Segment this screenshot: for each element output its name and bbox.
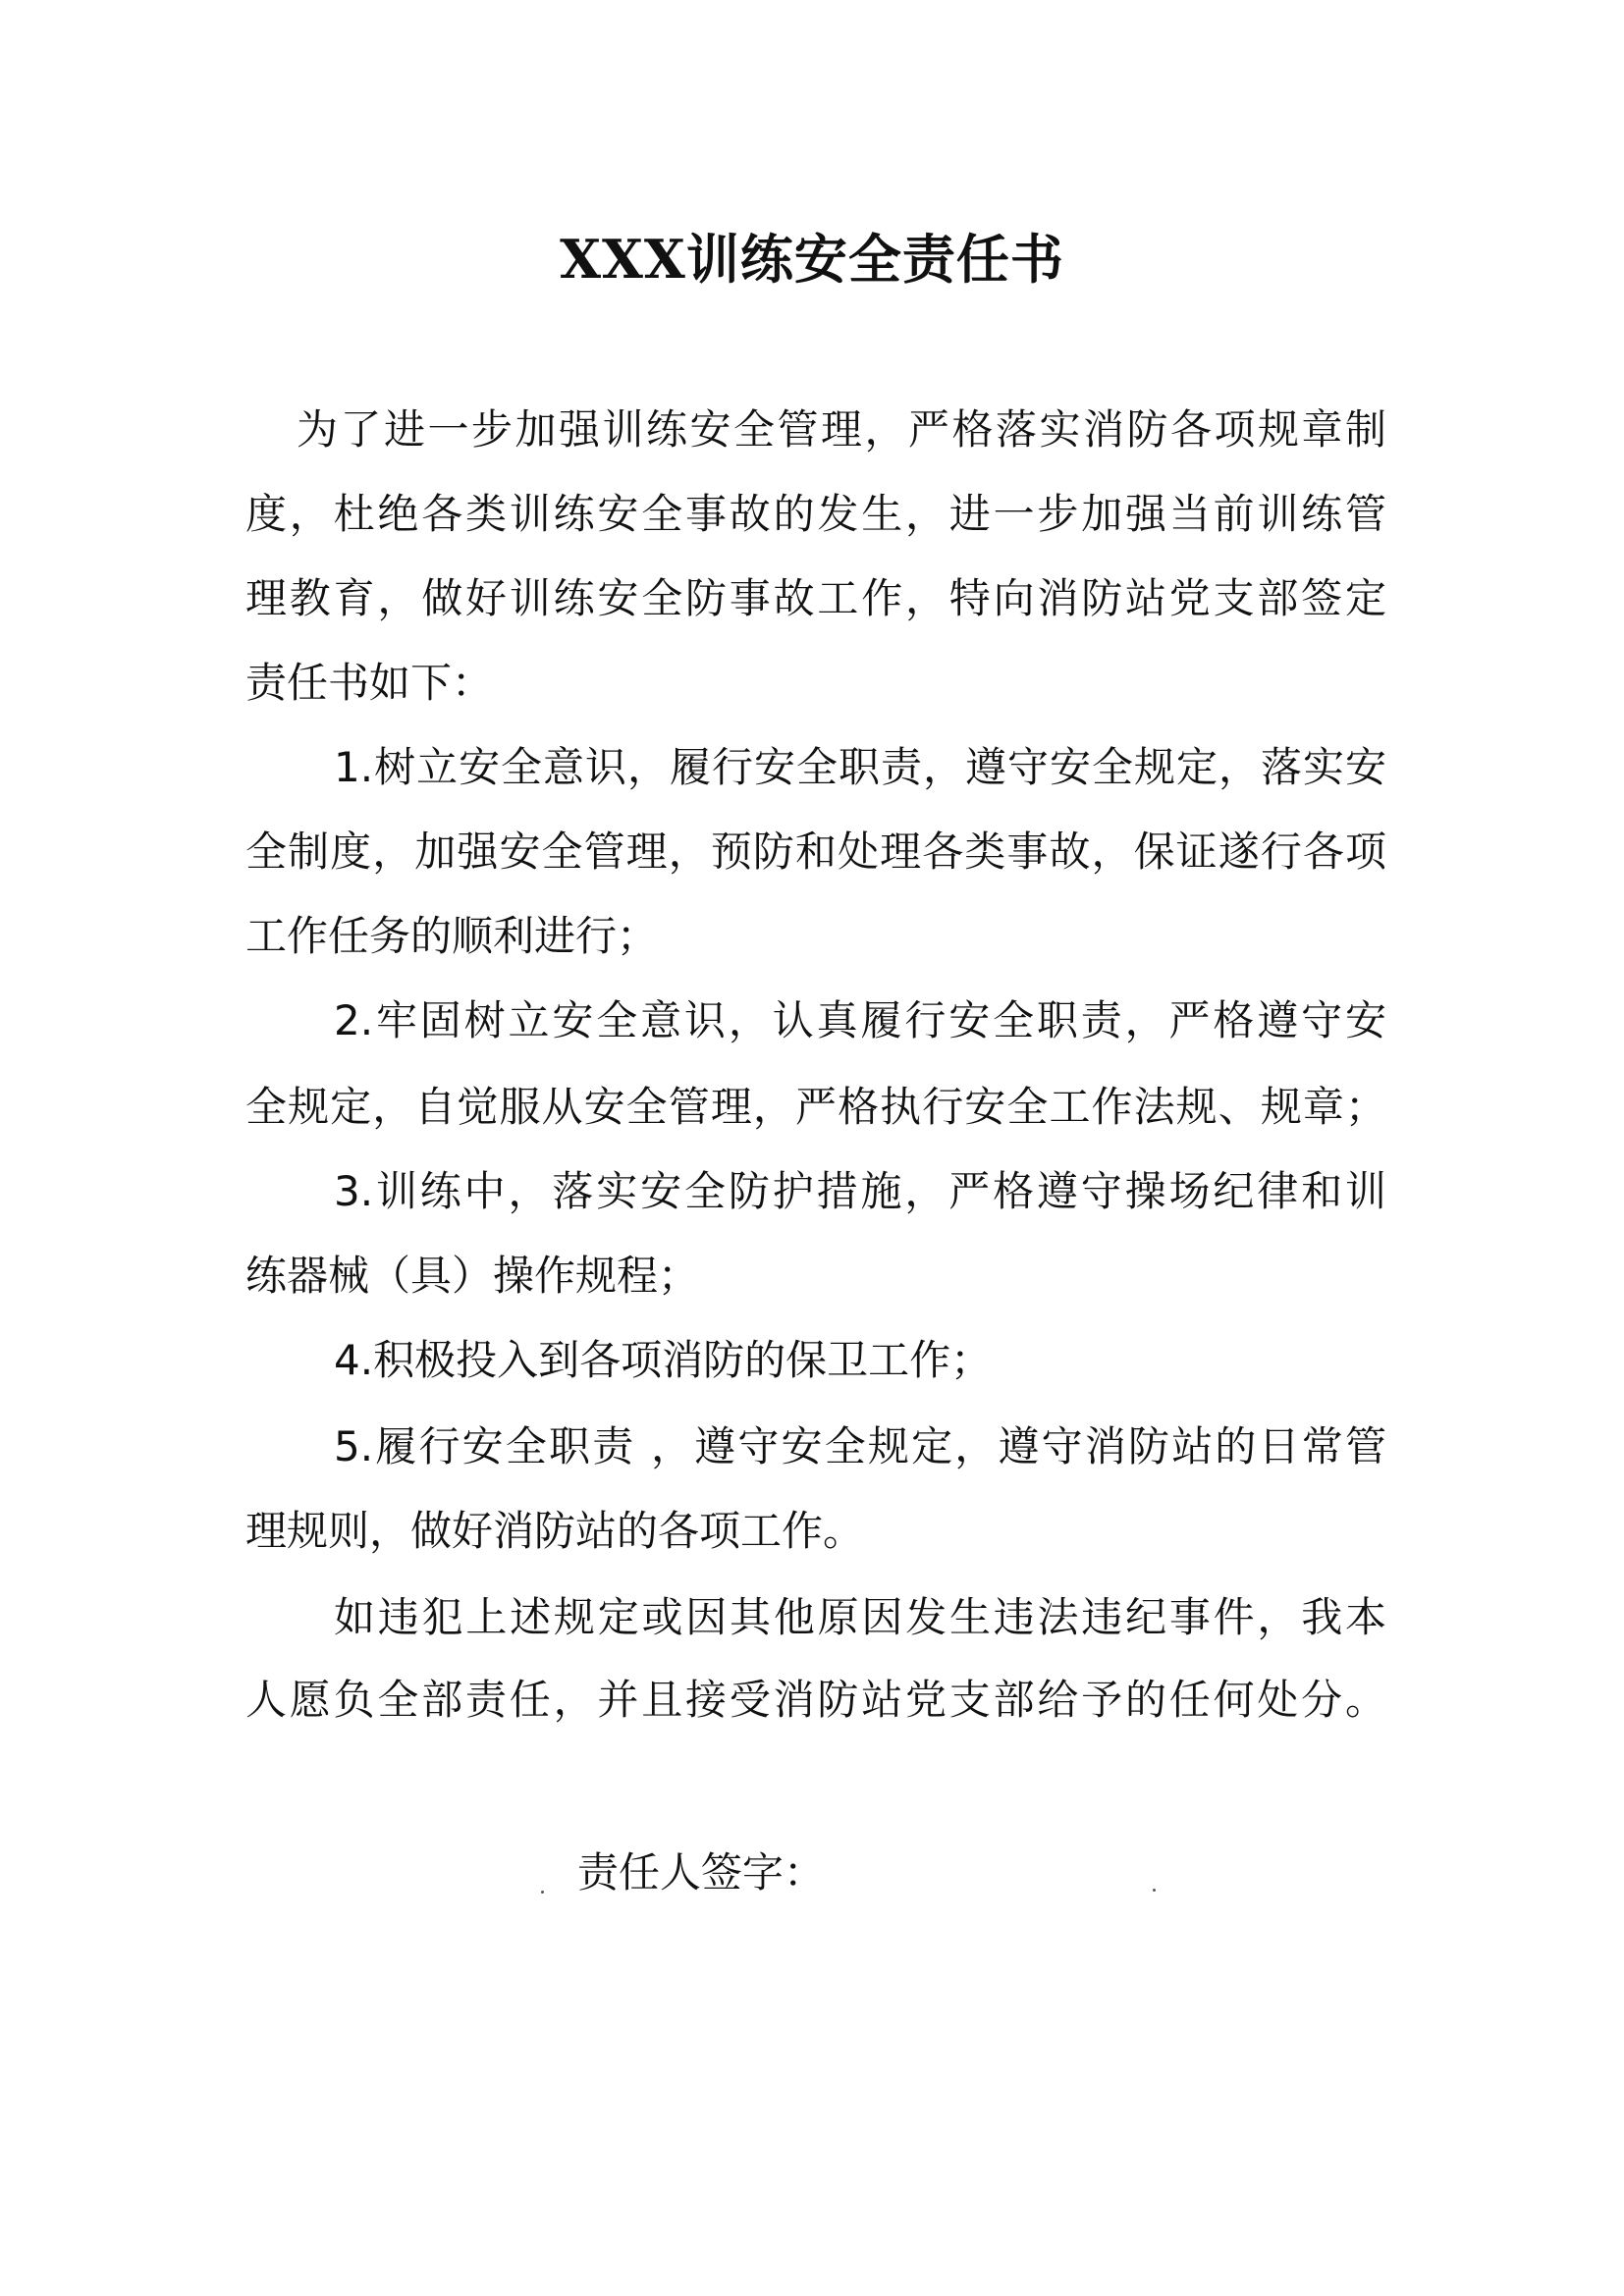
intro-line: 责任书如下：	[245, 659, 494, 707]
item-1-line: 全制度，加强安全管理，预防和处理各类事故，保证遂行各项	[245, 828, 1386, 876]
item-3-line: 3.训练中，落实安全防护措施，严格遵守操场纪律和训	[334, 1167, 1386, 1215]
item-1-line: 1.树立安全意识，履行安全职责，遵守安全规定，落实安	[334, 743, 1386, 791]
item-5-line: 5.履行安全职责 ，遵守安全规定，遵守消防站的日常管	[334, 1422, 1386, 1470]
intro-line: 度，杜绝各类训练安全事故的发生，进一步加强当前训练管	[245, 490, 1386, 538]
item-5-line: 理规则，做好消防站的各项工作。	[245, 1507, 865, 1555]
item-4-line: 4.积极投入到各项消防的保卫工作；	[334, 1336, 993, 1384]
closing-line: 如违犯上述规定或因其他原因发生违法违纪事件，我本	[334, 1593, 1386, 1641]
item-3-line: 练器械（具）操作规程；	[245, 1252, 700, 1300]
intro-line: 为了进一步加强训练安全管理，严格落实消防各项规章制	[297, 405, 1386, 454]
document-title: XXX训练安全责任书	[560, 228, 1064, 291]
speck-mark	[1153, 1889, 1156, 1892]
closing-line: 人愿负全部责任，并且接受消防站党支部给予的任何处分。	[245, 1676, 1386, 1724]
item-1-line: 工作任务的顺利进行；	[245, 912, 659, 960]
speck-mark	[541, 1891, 544, 1894]
item-2-line: 2.牢固树立安全意识，认真履行安全职责，严格遵守安	[334, 996, 1386, 1044]
signature-label: 责任人签字：	[577, 1848, 826, 1896]
item-2-line: 全规定，自觉服从安全管理，严格执行安全工作法规、规章；	[245, 1083, 1386, 1131]
intro-line: 理教育，做好训练安全防事故工作，特向消防站党支部签定	[245, 574, 1386, 622]
